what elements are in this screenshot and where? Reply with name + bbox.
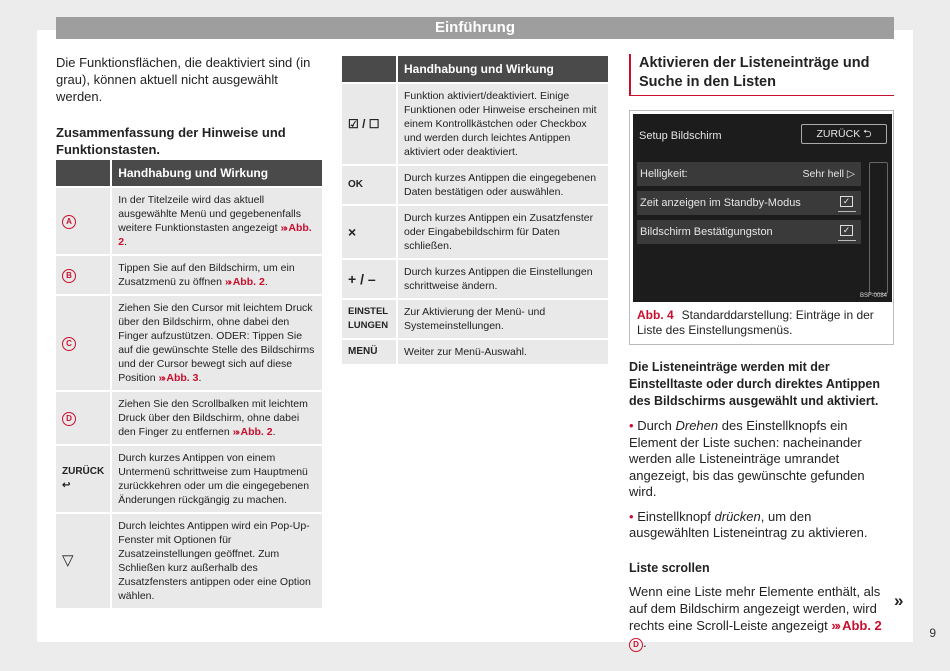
table-desc: Durch kurzes Antippen ein Zusatzfenster oder Eingabebildschirm für Daten schließen. bbox=[396, 206, 608, 258]
arrow-right-icon: ▷ bbox=[846, 168, 855, 180]
controls-table-2 bbox=[342, 54, 608, 366]
table-row bbox=[56, 256, 322, 294]
bullet-item: • Einstellknopf drücken, um den ausgewählten Listeneintrag zu aktivieren. bbox=[629, 508, 868, 540]
table-row bbox=[56, 446, 322, 512]
section-title: Aktivieren der Listeneinträge und Suche in den Listen bbox=[629, 54, 894, 96]
chapter-header: Einführung bbox=[56, 17, 894, 39]
figure-caption: Abb. 4 Standarddarstellung: Einträge in der Liste des Einstellungsmenüs. bbox=[637, 308, 874, 337]
table-desc: Weiter zur Menü-Auswahl. bbox=[396, 340, 608, 364]
table-key bbox=[56, 296, 110, 390]
table-key: MENÜ bbox=[342, 340, 396, 364]
table-row bbox=[342, 206, 608, 258]
table-header-label: Handhabung und Wirkung bbox=[110, 160, 322, 186]
checkbox-checked-icon: ✓ bbox=[840, 225, 853, 236]
scroll-heading: Liste scrollen bbox=[629, 560, 710, 575]
table-key bbox=[56, 446, 110, 512]
scroll-paragraph: Wenn eine Liste mehr Elemente enthält, als auf dem Bildschirm angezeigt werden, wird rechts eine Scroll-Leiste angezeigt »› Abb. 2 D . bbox=[629, 583, 882, 650]
table-row bbox=[342, 340, 608, 364]
table-desc: Durch leichtes Antippen wird ein Pop-Up-Fenster mit Optionen für Zusatzeinstellungen geöffnet. Zum Schließen kurz außerhalb des Zusatzfensters antippen oder eine Option wählen. bbox=[110, 514, 322, 608]
callout-b-icon: B bbox=[62, 269, 76, 283]
figure-ref[interactable]: »› Abb. 2 bbox=[118, 222, 312, 248]
table-row bbox=[56, 296, 322, 390]
table-key bbox=[56, 188, 110, 254]
table-header-blank bbox=[342, 56, 396, 82]
screen-title: Setup Bildschirm bbox=[639, 130, 722, 142]
column-left bbox=[56, 54, 322, 610]
plus-minus-icon: + / – bbox=[342, 260, 396, 298]
table-header-blank bbox=[56, 160, 110, 186]
screen-row-brightness[interactable]: Helligkeit: Sehr hell ▷ bbox=[637, 162, 861, 186]
figure-ref[interactable]: »› Abb. 2 bbox=[831, 617, 882, 633]
column-middle bbox=[342, 54, 608, 366]
screen-row-standby-time[interactable]: Zeit anzeigen im Standby-Modus ✓ bbox=[637, 191, 861, 215]
table-row bbox=[342, 300, 608, 338]
table-row bbox=[342, 166, 608, 204]
screen-illustration bbox=[633, 114, 892, 302]
table-key bbox=[56, 256, 110, 294]
table-row bbox=[342, 84, 608, 164]
bullet-icon: • bbox=[629, 508, 634, 524]
figure-ref[interactable]: »› Abb. 2 bbox=[232, 426, 273, 438]
bullet-icon: • bbox=[629, 418, 634, 433]
table-key bbox=[56, 392, 110, 444]
screen-scrollbar[interactable] bbox=[869, 162, 888, 294]
page-number: 9 bbox=[929, 626, 936, 640]
table-key: EINSTELLUNGEN bbox=[342, 300, 396, 338]
callout-d-icon: D bbox=[62, 412, 76, 426]
table-row bbox=[56, 392, 322, 444]
dropdown-triangle-icon: ▽ bbox=[62, 552, 74, 569]
table-desc: Ziehen Sie den Scrollbalken mit leichtem Druck über den Bildschirm, ohne dabei den Finger zu entfernen »› Abb. 2. bbox=[110, 392, 322, 444]
close-icon: × bbox=[342, 206, 396, 258]
back-arrow-icon: ↩ bbox=[62, 480, 71, 491]
figure-label: Abb. 4 bbox=[637, 308, 674, 322]
table-desc: Durch kurzes Antippen von einem Untermenü schrittweise zum Hauptmenü zurückkehren oder um die eingegebenen Änderungen rückgängig zu machen. bbox=[110, 446, 322, 512]
intro-text: Die Funktionsflächen, die deaktiviert sind (in grau), können aktuell nicht ausgewählt werden. bbox=[56, 55, 311, 104]
summary-heading: Zusammenfassung der Hinweise und Funktionstasten. bbox=[56, 125, 286, 157]
table-row bbox=[56, 188, 322, 254]
figure-ref[interactable]: »› Abb. 3 bbox=[158, 372, 199, 384]
callout-a-icon: A bbox=[62, 215, 76, 229]
table-desc: Durch kurzes Antippen die Einstellungen schrittweise ändern. bbox=[396, 260, 608, 298]
continue-icon: » bbox=[894, 591, 904, 610]
figure-4 bbox=[629, 110, 894, 345]
checkbox-checked-icon: ✓ bbox=[840, 196, 853, 207]
table-desc: Durch kurzes Antippen die eingegebenen Daten bestätigen oder auswählen. bbox=[396, 166, 608, 204]
table-desc: Zur Aktivierung der Menü- und Systemeinstellungen. bbox=[396, 300, 608, 338]
table-desc: Ziehen Sie den Cursor mit leichtem Druck über den Bildschirm, ohne dabei den Finger aufzustützen. ODER: Tippen Sie auf die gewünschte Stelle des Bildschirms und der Cursor bewegt sich auf diese Position »› Abb. 3. bbox=[110, 296, 322, 390]
screen-back-button[interactable]: ZURÜCK ⮌ bbox=[801, 124, 887, 144]
bullet-item: • Durch Drehen des Einstellknopfs ein Element der Liste suchen: nacheinander werden alle Listeneinträge umrandet angezeigt, bis das gewünschte gefunden wird. bbox=[629, 418, 865, 499]
table-row bbox=[342, 260, 608, 298]
table-key: OK bbox=[342, 166, 396, 204]
callout-c-icon: C bbox=[62, 337, 76, 351]
table-row bbox=[56, 514, 322, 608]
lead-text: Die Listeneinträge werden mit der Einstelltaste oder durch direktes Antippen des Bildschirms ausgewählt und aktiviert. bbox=[629, 360, 880, 408]
table-desc: Funktion aktiviert/deaktiviert. Einige Funktionen oder Hinweise erscheinen mit einem Kontrollkästchen oder Checkbox und werden durch leichtes Antippen aktiviert oder deaktiviert. bbox=[396, 84, 608, 164]
table-header-label: Handhabung und Wirkung bbox=[396, 56, 608, 82]
figure-code: BSF-0084 bbox=[859, 293, 887, 299]
table-desc: Tippen Sie auf den Bildschirm, um ein Zusatzmenü zu öffnen »› Abb. 2. bbox=[110, 256, 322, 294]
callout-d-icon: D bbox=[629, 638, 643, 652]
screen-row-confirm-tone[interactable]: Bildschirm Bestätigungston ✓ bbox=[637, 220, 861, 244]
back-key-label: ZURÜCK bbox=[62, 466, 105, 477]
table-key bbox=[56, 514, 110, 608]
figure-ref[interactable]: »› Abb. 2 bbox=[224, 276, 265, 288]
column-right bbox=[629, 54, 894, 652]
back-arrow-icon: ⮌ bbox=[863, 128, 872, 140]
table-desc: In der Titelzeile wird das aktuell ausgewählte Menü und gegebenenfalls weitere Funktionstasten angezeigt »› Abb. 2. bbox=[110, 188, 322, 254]
controls-table-1 bbox=[56, 158, 322, 610]
checkbox-icon: ☑ / ☐ bbox=[342, 84, 396, 164]
